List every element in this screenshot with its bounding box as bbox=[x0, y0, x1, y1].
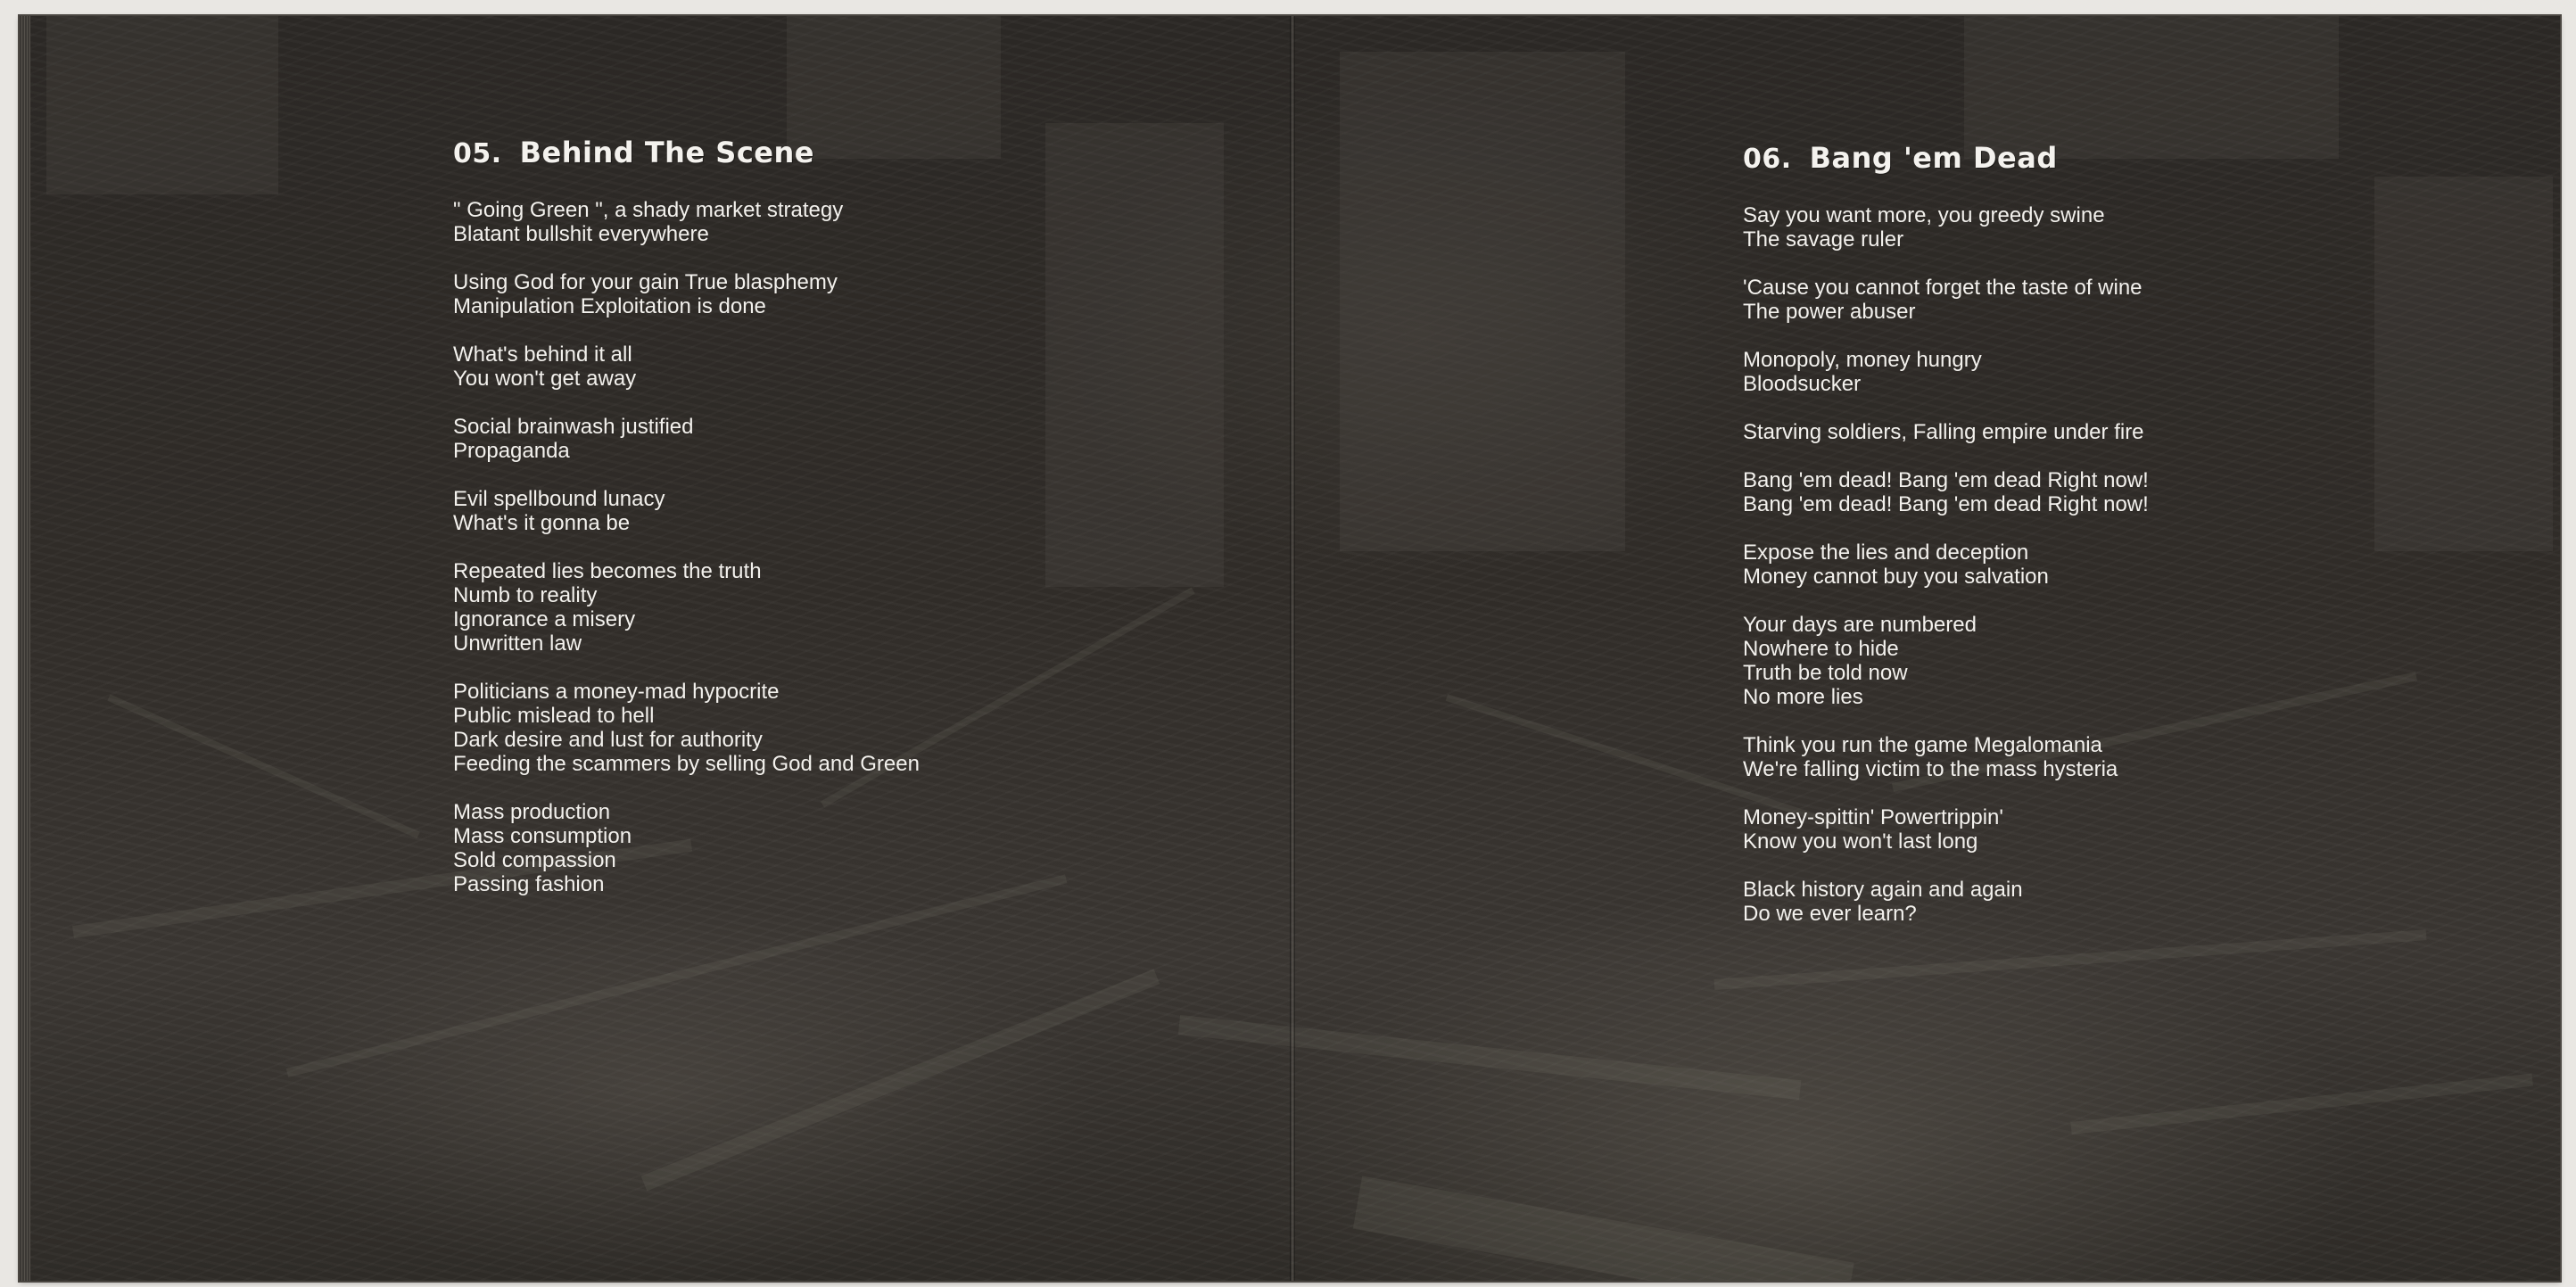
lyric-line: Manipulation Exploitation is done bbox=[453, 294, 766, 318]
lyric-stanza bbox=[453, 415, 920, 463]
lyric-line: Bang 'em dead! Bang 'em dead Right now! bbox=[1743, 492, 2149, 516]
lyric-line: What's behind it all bbox=[453, 342, 632, 367]
lyric-stanza bbox=[1743, 878, 2149, 926]
lyric-line: Mass production bbox=[453, 800, 611, 824]
lyric-stanza bbox=[453, 487, 920, 535]
track-number: 05. bbox=[453, 138, 502, 169]
lyric-stanza bbox=[1743, 348, 2149, 396]
lyrics-block bbox=[453, 198, 920, 896]
lyric-stanza bbox=[453, 270, 920, 318]
song-title bbox=[453, 136, 920, 169]
lyric-line: What's it gonna be bbox=[453, 511, 631, 535]
lyric-line: No more lies bbox=[1743, 685, 1863, 709]
lyric-stanza bbox=[1743, 540, 2149, 589]
left-page bbox=[20, 16, 1290, 1281]
lyric-line: " Going Green ", a shady market strategy bbox=[453, 198, 844, 222]
lyric-line: Feeding the scammers by selling God and Green bbox=[453, 752, 920, 776]
lyric-line: We're falling victim to the mass hysteria bbox=[1743, 757, 2118, 781]
lyric-line: Dark desire and lust for authority bbox=[453, 728, 763, 752]
lyric-line: Starving soldiers, Falling empire under fire bbox=[1743, 420, 2144, 444]
lyric-line: Public mislead to hell bbox=[453, 704, 655, 728]
right-page bbox=[1295, 16, 2560, 1281]
lyric-line: Mass consumption bbox=[453, 824, 632, 848]
lyric-stanza bbox=[1743, 805, 2149, 854]
lyric-stanza bbox=[1743, 203, 2149, 252]
lyric-line: The power abuser bbox=[1743, 300, 1916, 324]
lyric-line: Nowhere to hide bbox=[1743, 637, 1899, 661]
lyric-line: Propaganda bbox=[453, 439, 570, 463]
lyric-line: Sold compassion bbox=[453, 848, 616, 872]
song-behind-the-scene bbox=[453, 136, 920, 920]
lyric-stanza bbox=[1743, 613, 2149, 709]
lyric-line: Numb to reality bbox=[453, 583, 598, 607]
lyric-line: Black history again and again bbox=[1743, 878, 2023, 902]
lyric-line: Do we ever learn? bbox=[1743, 902, 1917, 926]
lyric-line: Know you won't last long bbox=[1743, 829, 1978, 854]
lyric-line: Using God for your gain True blasphemy bbox=[453, 270, 838, 294]
lyric-line: Ignorance a misery bbox=[453, 607, 636, 631]
lyric-line: Passing fashion bbox=[453, 872, 605, 896]
song-bang-em-dead bbox=[1743, 141, 2149, 950]
lyric-stanza bbox=[453, 198, 920, 246]
lyric-line: Politicians a money-mad hypocrite bbox=[453, 680, 780, 704]
lyric-line: Money-spittin' Powertrippin' bbox=[1743, 805, 2003, 829]
lyric-line: Expose the lies and deception bbox=[1743, 540, 2029, 565]
cd-booklet-spread bbox=[20, 16, 2560, 1281]
lyric-line: Evil spellbound lunacy bbox=[453, 487, 665, 511]
lyric-line: Social brainwash justified bbox=[453, 415, 694, 439]
track-number: 06. bbox=[1743, 144, 1792, 175]
lyric-line: Truth be told now bbox=[1743, 661, 1908, 685]
lyrics-block bbox=[1743, 203, 2149, 926]
lyric-line: Think you run the game Megalomania bbox=[1743, 733, 2102, 757]
lyric-line: The savage ruler bbox=[1743, 227, 1904, 252]
lyric-stanza bbox=[453, 680, 920, 776]
lyric-line: Monopoly, money hungry bbox=[1743, 348, 1982, 372]
lyric-stanza bbox=[453, 559, 920, 656]
lyric-stanza bbox=[1743, 420, 2149, 444]
lyric-stanza bbox=[1743, 733, 2149, 781]
lyric-line: Bloodsucker bbox=[1743, 372, 1862, 396]
lyric-line: Repeated lies becomes the truth bbox=[453, 559, 762, 583]
song-title bbox=[1743, 141, 2149, 175]
lyric-stanza bbox=[453, 342, 920, 391]
lyric-line: Bang 'em dead! Bang 'em dead Right now! bbox=[1743, 468, 2149, 492]
lyric-stanza bbox=[1743, 276, 2149, 324]
lyric-line: Money cannot buy you salvation bbox=[1743, 565, 2049, 589]
lyric-line: Unwritten law bbox=[453, 631, 582, 656]
song-title-text: Behind The Scene bbox=[519, 136, 814, 169]
lyric-stanza bbox=[453, 800, 920, 896]
lyric-line: 'Cause you cannot forget the taste of wine bbox=[1743, 276, 2143, 300]
song-title-text: Bang 'em Dead bbox=[1809, 141, 2058, 175]
lyric-stanza bbox=[1743, 468, 2149, 516]
lyric-line: Say you want more, you greedy swine bbox=[1743, 203, 2105, 227]
lyric-line: Blatant bullshit everywhere bbox=[453, 222, 709, 246]
lyric-line: Your days are numbered bbox=[1743, 613, 1977, 637]
lyric-line: You won't get away bbox=[453, 367, 637, 391]
